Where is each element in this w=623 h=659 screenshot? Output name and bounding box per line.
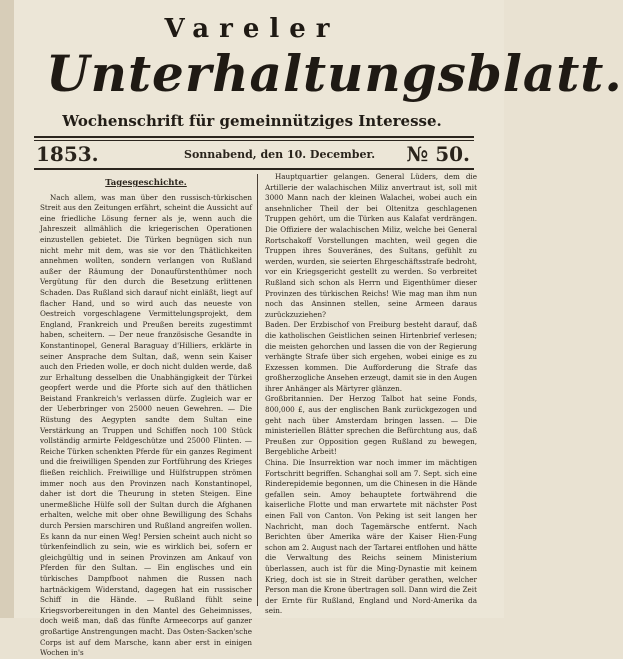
masthead-title: Unterhaltungsblatt. [46, 44, 623, 103]
masthead-subtitle: Wochenschrift für gemeinnütziges Interesse. [62, 112, 442, 130]
page-edge [0, 0, 14, 618]
left-column [40, 172, 252, 659]
right-column-text: Hauptquartier gelangen. General Lüders, dem die Artillerie der walachischen Miliz anvertraut ist, soll mit 3000 Mann nach der kleinen Walachei, wobei auch ein ansehnlicher Theil der bei Oltenitza geschlagenen Truppen gehört, um die Türken aus Kalafat verdrängen. Die Offiziere der walachischen Miliz, welche bei General Rortschakoff Vorstellungen machten, weil gegen die Truppen ihres Souveränes, des Sultans, gefühlt zu werden, wurden, sie seierten Ehrgeschäftsstrafe bedroht, vor ein Kriegsgericht gestellt zu werden. So verbreitet Rußland sich schon als Herrn und Eigenthümer dieser Provinzen des türkischen Reichs! Wie mag man ihm nun noch das Ansinnen stellen, seine Armeen daraus zurückzuziehen? Baden. Der Erzbischof von Freiburg besteht darauf, daß die katholischen Geistlichen seinen Hirtenbrief verlesen; die meisten gehorchen und lassen die von der Regierung verhängte Strafe über sich ergehen, wobei einige es zu Exzessen kommen. Die Aufforderung die Strafe das großherzogliche Ansehen erzeugt, damit sie in den Augen ihrer Anhänger als Märtyrer glänzen. Großbritannien. Der Herzog Talbot hat seine Fonds, 800,000 £, aus der englischen Bank zurückgezogen und geht nach über Amsterdam bringen lassen. — Die ministeriellen Blätter sprechen die Befürchtung aus, daß Preußen zur Opposition gegen Rußland zu bewegen, Bergebliche Arbeit! China. Die Insurrektion war noch immer im mächtigen Fortschritt begriffen. Schanghai soll am 7. Sept. sich eine Rinderepidemie begonnen, um die Chinesen in die Hände gefallen sein. Amoy behauptete fortwährend die kaiserliche Flotte und man erwartete mit nächster Post einen Fall von Canton. Von Peking ist seit langen her Nachricht, man doch Tagemärsche entfernt. Nach Berichten über Amerika wäre der Kaiser Hien-Fung schon am 2. August nach der Tartarei entflohen und hätte die Verwaltung des Reichs seinem Ministerium überlassen, auch ist für die Ming-Dynastie mit keinem Krieg, doch ist sie in Streit darüber gerathen, welcher Person man die Krone übertragen soll. Dann wird die Zeit der Ernte für Rußland, England und Nord-Amerika da sein. [265, 172, 477, 616]
dateline [34, 142, 474, 166]
masthead-town: Vareler [164, 14, 340, 44]
left-column-text: Nach allem, was man über den russisch-türkischen Streit aus den Zeitungen erfährt, scheint die Aussicht auf eine friedliche Lösung ferner als je, wenn auch die Jahreszeit allmählich die kriegerischen Operationen einzustellen gebietet. Die Türken begnügen sich nun nicht mehr mit dem, was sie vor den Thätlichkeiten annehmen wollten, sondern verlangen von Rußland außer der Räumung der Donaufürstenthümer noch Vergütung für den durch die Besetzung erlittenen Schaden. Das Rußland sich darauf nicht einläßt, liegt auf flacher Hand, und so wird auch das neueste von Oestreich vorgeschlagene Vermittelungsprojekt, dem England, Frankreich und Preußen bereits zugestimmt haben, scheitern. — Der neue französische Gesandte in Konstantinopel, General Baraguay d'Hilliers, erklärte in seiner Ansprache dem Sultan, daß, wenn sein Kaiser auch den Frieden wolle, er doch nicht dulden werde, daß zur Erhaltung desselben die Unabhängigkeit der Türkei geopfert werde und die Pforte sich auf den thätlichen Beistand Frankreich's verlassen dürfe. Zugleich war er der Ueberbringer von 25000 neuen Gewehren. — Die Rüstung des Aegypten sandte dem Sultan eine Verstärkung an Truppen und Schiffen noch 100 Stück vollständig armirte Feldgeschütze und 25000 Flinten. — Reiche Türken schenkten Pferde für ein ganzes Regiment und die freiwilligen Spenden zur Fortführung des Krieges fließen reichlich. Freiwillige und Hülfstruppen strömen immer noch aus den Provinzen nach Konstantinopel, daher ist dort die Theurung in steten Steigen. Eine unermeßliche Hülfe soll der Sultan durch die Afghanen erhalten, welche mit ober ohne Bewilligung des Schahs durch Persien marschiren und Rußland angreifen wollen. Es kann da nur einen Weg! Persien scheint auch nicht so türkenfeindlich zu sein, wie es wirklich bei, sofern er gleichgültig und in seinen Provinzen am Ankauf von Pferden für den Sultan. — Ein englisches und ein türkisches Dampfboot nahmen die Russen nach hartnäckigem Widerstand, dagegen hat ein russischer Schiff in die Hände. — Rußland fühlt seine Kriegsvorbereitungen in den Mantel des Geheimnisses, doch weiß man, daß das fünfte Armeecorps auf ganzer großartige Anstrengungen macht. Das Osten-Sacken'sche Corps ist auf dem Marsche, kann aber erst in einigen Wochen in's [40, 192, 252, 658]
section-heading: Tagesgeschichte. [105, 178, 187, 188]
column-divider [257, 174, 258, 606]
issue-number: № 50. [406, 142, 470, 166]
issue-year: 1853. [36, 142, 99, 166]
dateline-rule [34, 168, 474, 170]
top-rule-thin [34, 140, 474, 141]
right-column [265, 172, 477, 617]
top-rule [34, 136, 474, 138]
issue-date: Sonnabend, den 10. December. [184, 148, 376, 161]
